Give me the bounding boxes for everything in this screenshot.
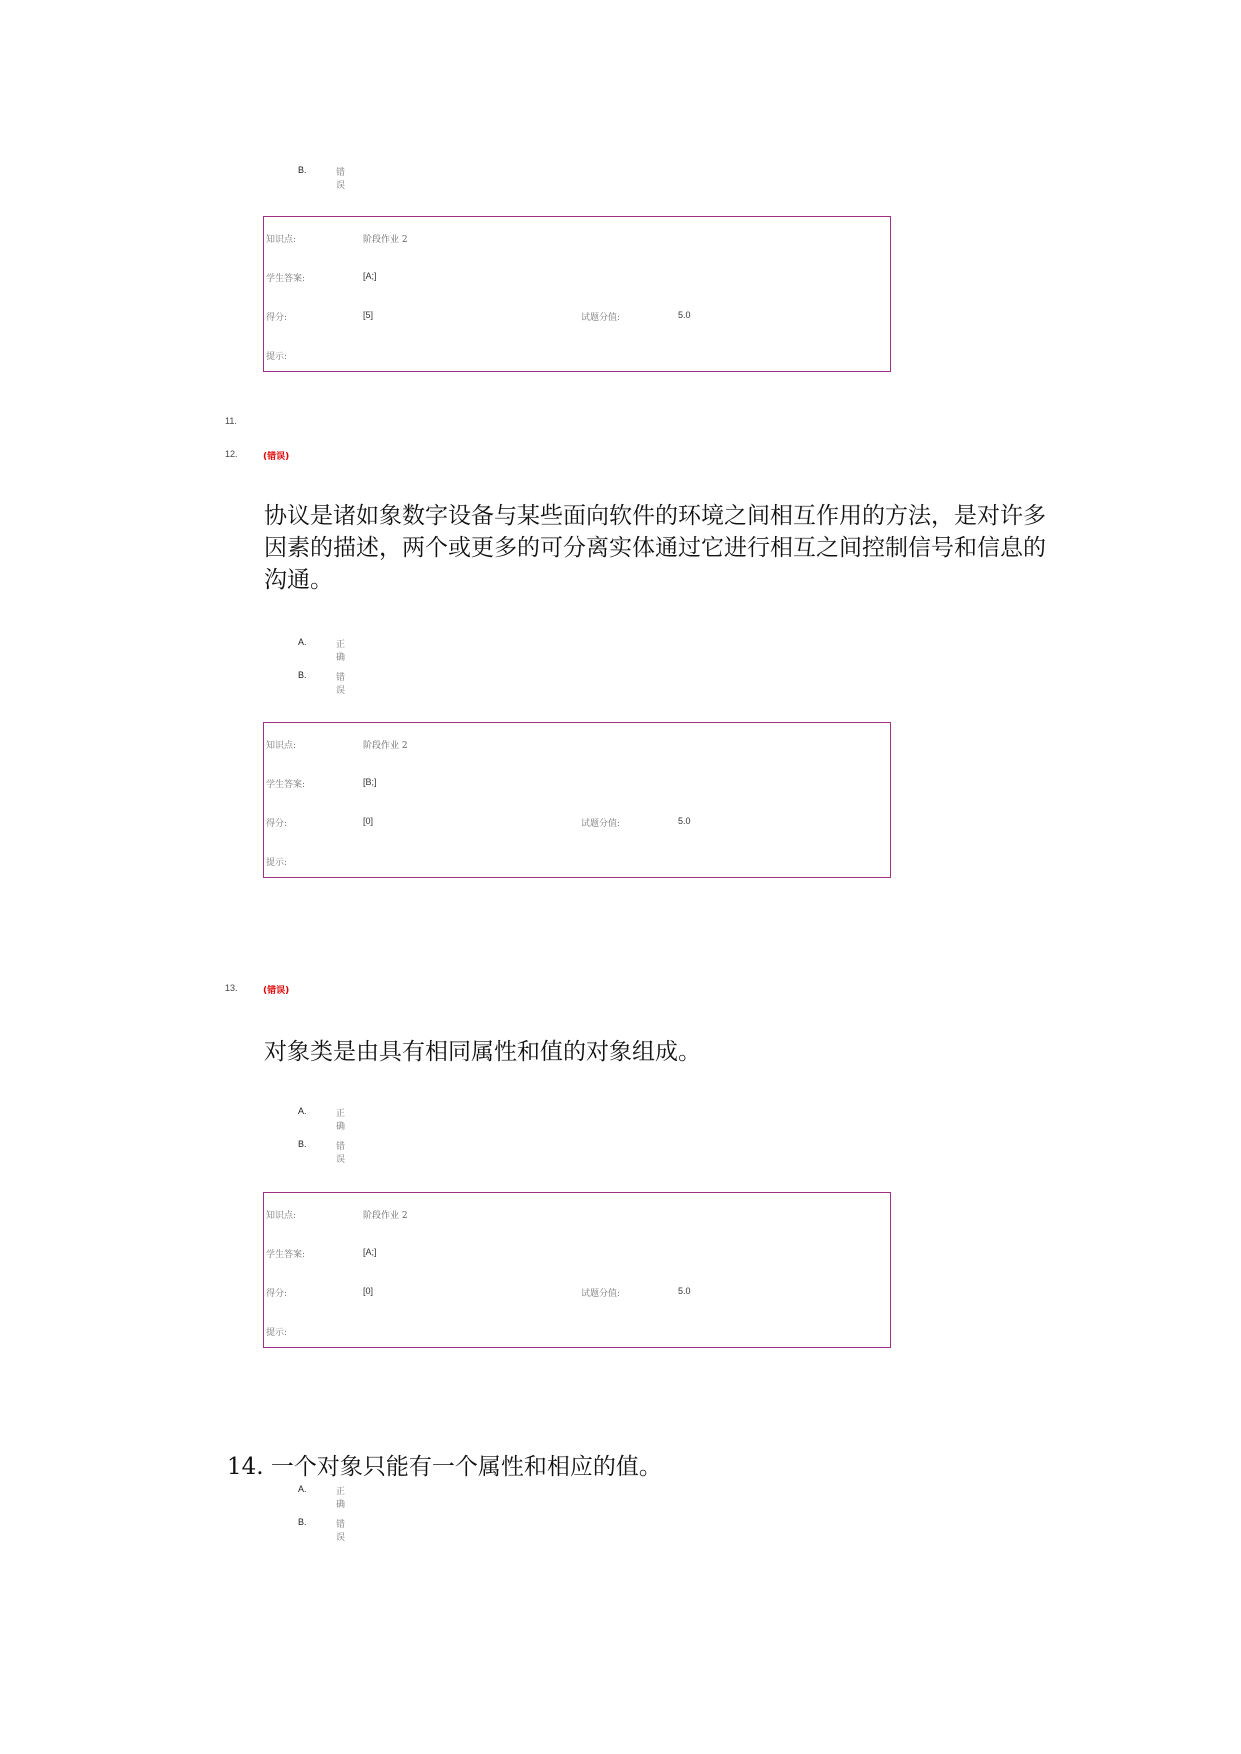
score-label: 得分: (266, 1289, 288, 1299)
answer-label: 学生答案: (266, 780, 306, 790)
option-text: 错误 (336, 1142, 346, 1165)
q10-info-box (263, 216, 891, 372)
hint-label: 提示: (266, 352, 288, 362)
q12-number: 12. (225, 449, 238, 459)
score-label: 得分: (266, 313, 288, 323)
hint-label: 提示: (266, 858, 288, 868)
answer-value: [A;] (363, 271, 377, 281)
score-label: 得分: (266, 819, 288, 829)
option-letter: A. (298, 1484, 307, 1494)
points-value: 5.0 (678, 1286, 691, 1296)
answer-label: 学生答案: (266, 1250, 306, 1260)
q13-number: 13. (225, 983, 238, 993)
knowledge-value: 阶段作业 2 (363, 741, 408, 751)
q14-stem: 一个对象只能有一个属性和相应的值。 (270, 1454, 662, 1480)
knowledge-label: 知识点: (266, 235, 297, 245)
option-text: 错误 (336, 673, 346, 696)
option-text: 正确 (336, 1487, 346, 1510)
score-value: [0] (363, 816, 374, 826)
option-letter: A. (298, 637, 307, 647)
points-value: 5.0 (678, 310, 691, 320)
points-label: 试题分值: (581, 313, 621, 323)
q13-stem: 对象类是由具有相同属性和值的对象组成。 (264, 1039, 701, 1065)
option-letter: A. (298, 1106, 307, 1116)
hint-label: 提示: (266, 1328, 288, 1338)
knowledge-label: 知识点: (266, 1211, 297, 1221)
option-letter: B. (298, 165, 307, 175)
answer-value: [A;] (363, 1247, 377, 1257)
option-letter: B. (298, 1517, 307, 1527)
score-value: [5] (363, 310, 374, 320)
option-text: 错误 (336, 168, 346, 191)
q12-stem: 协议是诸如象数字设备与某些面向软件的环境之间相互作用的方法，是对许多因素的描述，两个或更多的可分离实体通过它进行相互之间控制信号和信息的沟通。 (264, 503, 1046, 593)
option-text: 正确 (336, 640, 346, 663)
option-letter: B. (298, 670, 307, 680)
score-value: [0] (363, 1286, 374, 1296)
q12-status-badge: (错误) (263, 452, 290, 462)
points-value: 5.0 (678, 816, 691, 826)
option-text: 错误 (336, 1520, 346, 1543)
answer-value: [B;] (363, 777, 377, 787)
q11-number: 11. (225, 416, 237, 426)
q14-heading (227, 1448, 662, 1481)
points-label: 试题分值: (581, 819, 621, 829)
q12-info-box (263, 722, 891, 878)
answer-label: 学生答案: (266, 274, 306, 284)
q13-status-badge: (错误) (263, 986, 290, 996)
q13-info-box (263, 1192, 891, 1348)
q14-number: 14. (227, 1454, 264, 1480)
points-label: 试题分值: (581, 1289, 621, 1299)
option-letter: B. (298, 1139, 307, 1149)
knowledge-label: 知识点: (266, 741, 297, 751)
knowledge-value: 阶段作业 2 (363, 1211, 408, 1221)
option-text: 正确 (336, 1109, 346, 1132)
knowledge-value: 阶段作业 2 (363, 235, 408, 245)
